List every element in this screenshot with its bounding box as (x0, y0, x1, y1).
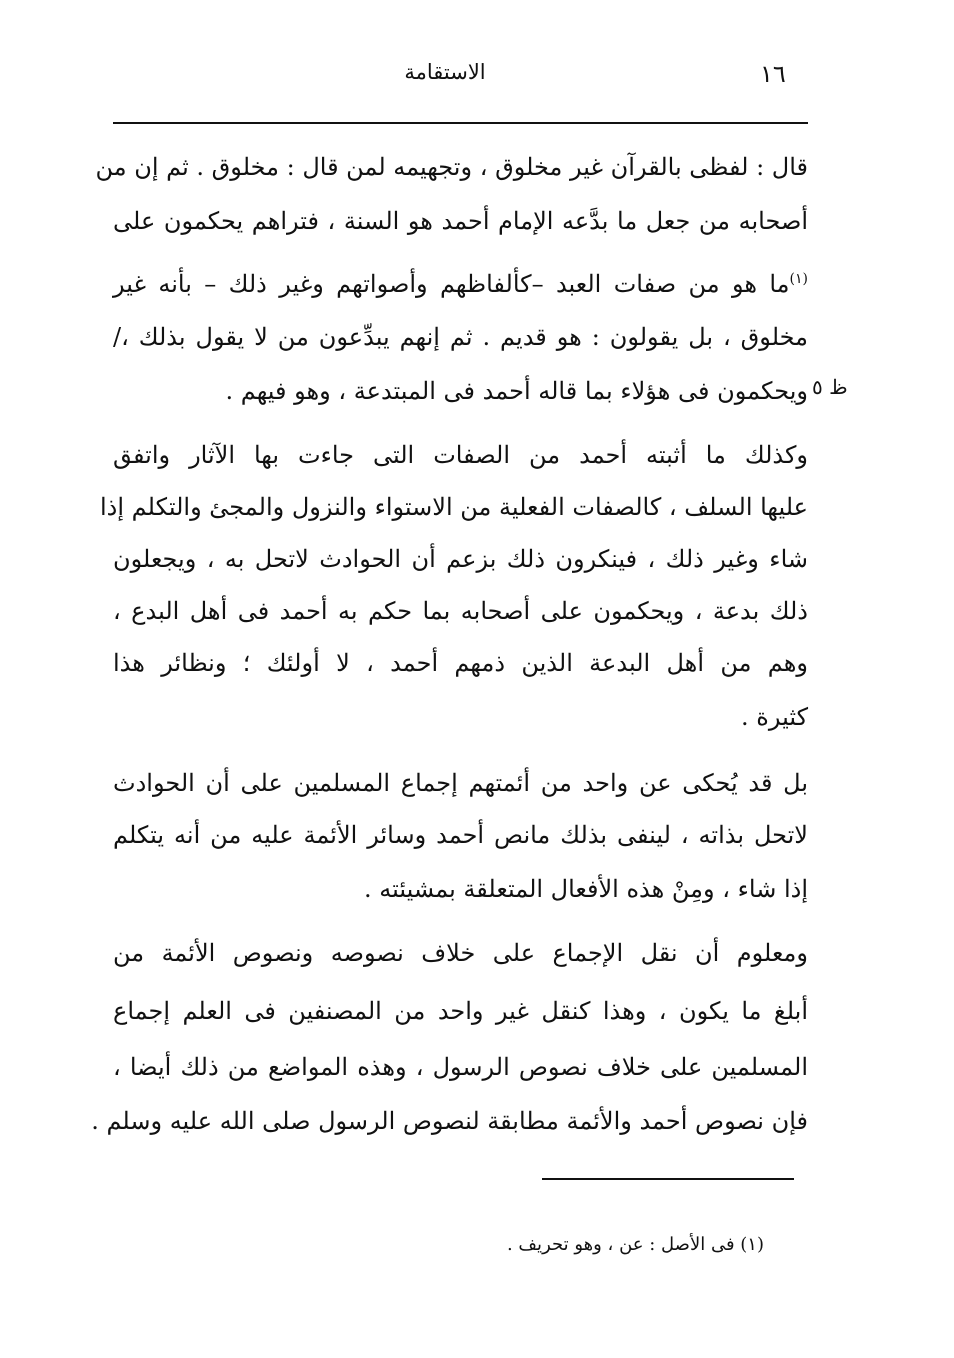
footnote-ref: (١) (789, 271, 808, 287)
text-line: قال : لفظى بالقرآن غير مخلوق ، وتجهيمه لمن قال : مخلوق . ثم إن من (95, 153, 808, 181)
text-line: أبلغ ما يكون ، وهذا كنقل غير واحد من المصنفين فى العلم إجماع (113, 997, 808, 1025)
text-line: المسلمين على خلاف نصوص الرسول ، وهذه المواضع من ذلك أيضا ، (113, 1053, 808, 1081)
text-line-content: ما هو من صفات العبد –كألفاظهم وأصواتهم وغير ذلك – بأنه غير (113, 270, 790, 298)
header-rule (113, 122, 808, 124)
text-line: لاتحل بذاته ، لينفى بذلك مانص أحمد وسائر الأئمة عليه من أنه يتكلم (113, 821, 808, 849)
text-line (113, 264, 808, 299)
text-line: ويحكمون فى هؤلاء بما قاله أحمد فى المبتدعة ، وهو فيهم . (225, 377, 808, 405)
text-line: بل قد يُحكى عن واحد من أئمتهم إجماع المسلمين على أن الحوادث (113, 769, 808, 797)
text-line: شاء وغير ذلك ، فينكرون ذلك بزعم أن الحوادث لاتحل به ، ويجعلون (113, 545, 808, 573)
text-line: أصحابه من جعل ما بدَّعه الإمام أحمد هو السنة ، فتراهم يحكمون على (113, 207, 808, 235)
running-title: الاستقامة (404, 60, 486, 84)
footnote-rule (542, 1178, 794, 1180)
text-line: ذلك بدعة ، ويحكمون على أصحابه بما حكم به أحمد فى أهل البدع ، (113, 597, 808, 625)
margin-folio-note: ظ ٥ (812, 375, 848, 399)
text-line: فإن نصوص أحمد والأئمة مطابقة لنصوص الرسول صلى الله عليه وسلم . (91, 1107, 808, 1135)
text-line: مخلوق ، بل يقولون : هو قديم . ثم إنهم يبدِّعون من لا يقول بذلك ،/ (113, 323, 808, 351)
page-number: ١٦ (760, 60, 786, 88)
text-line: إذا شاء ، ومِنْ هذه الأفعال المتعلقة بمشيئته . (363, 875, 808, 903)
text-line: وهم من أهل البدعة الذين ذمهم أحمد ، لا أولئك ؛ ونظائر هذا (113, 649, 808, 677)
text-line: عليها السلف ، كالصفات الفعلية من الاستواء والنزول والمجئ والتكلم إذا (100, 493, 808, 521)
footnote: (١) فى الأصل : عن ، وهو تحريف . (506, 1234, 764, 1255)
text-line: كثيرة . (741, 703, 808, 731)
text-line: وكذلك ما أثبته أحمد من الصفات التى جاءت بها الآثار واتفق (113, 441, 808, 469)
text-line: ومعلوم أن نقل الإجماع على خلاف نصوصه ونصوص الأئمة من (113, 939, 808, 967)
